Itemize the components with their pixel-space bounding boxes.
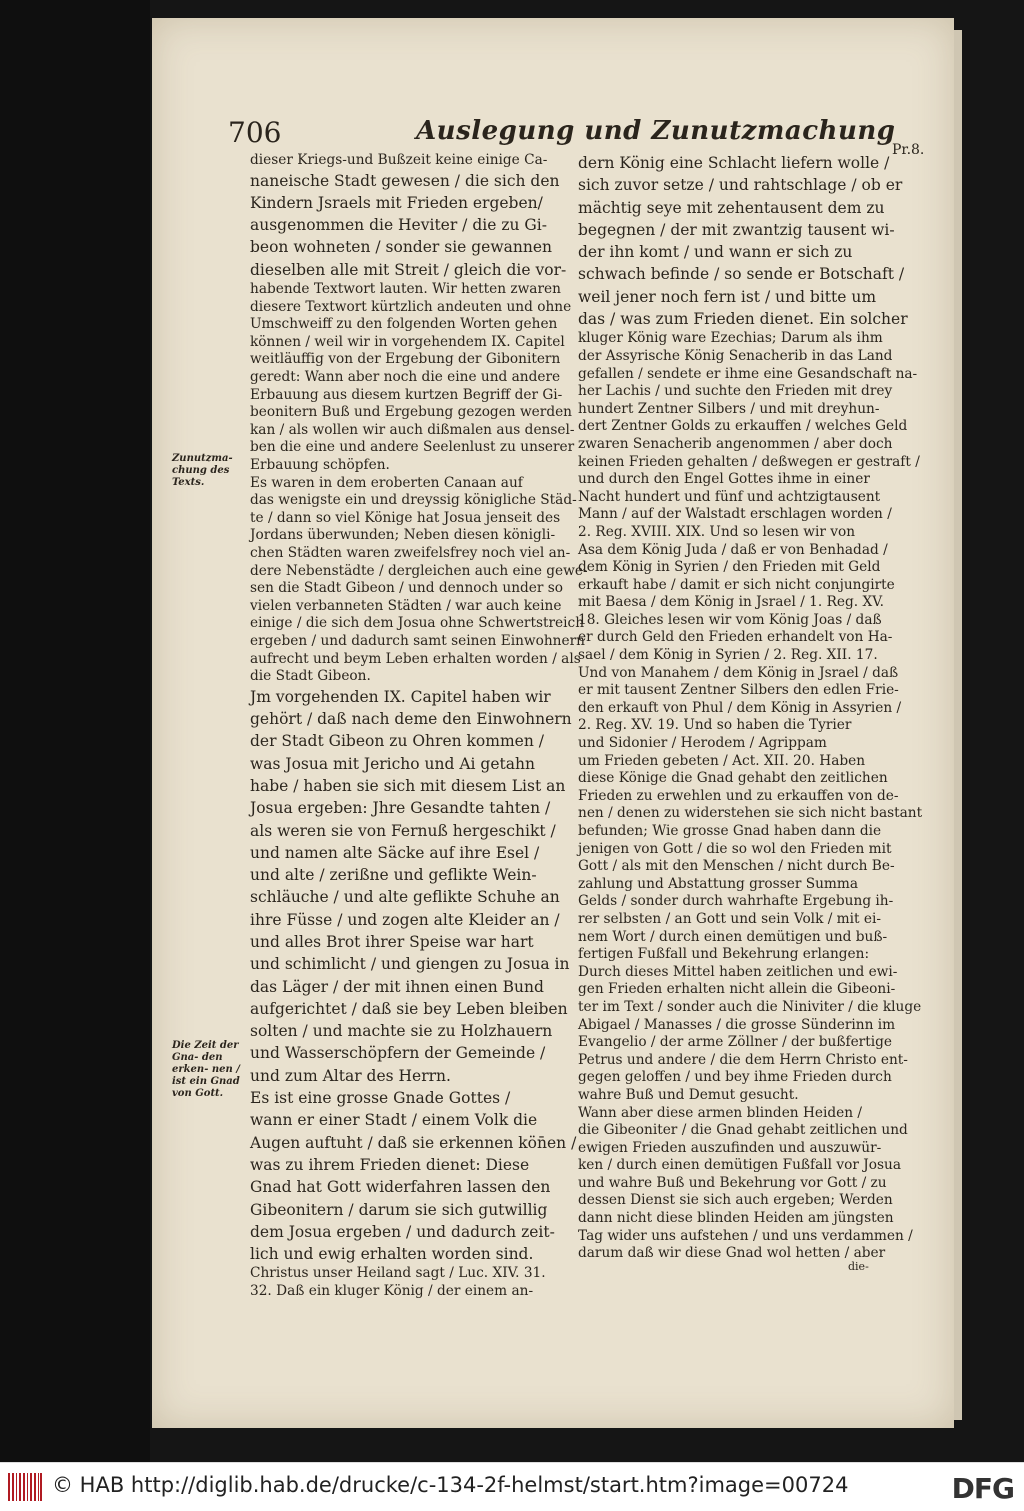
text-line: gen Frieden erhalten nicht allein die Gibeoni- <box>578 981 896 998</box>
text-line: schwach befinde / so sende er Botschaft / <box>578 265 905 284</box>
text-line: Josua ergeben: Jhre Gesandte tahten / <box>250 799 551 818</box>
text-line: weil jener noch fern ist / und bitte um <box>578 287 877 306</box>
text-line: und zum Altar des Herrn. <box>250 1066 451 1085</box>
dfg-logo: DFG <box>951 1472 1014 1505</box>
text-line: begegnen / der mit zwantzig tausent wi- <box>578 220 895 239</box>
text-line: keinen Frieden gehalten / deßwegen er gestraft / <box>578 453 920 470</box>
text-line: ausgenommen die Heviter / die zu Gi- <box>250 216 547 235</box>
text-line: beon wohneten / sonder sie gewannen <box>250 238 552 257</box>
text-line: erkauft habe / damit er sich nicht conjungirte <box>578 576 895 593</box>
text-line: hundert Zentner Silbers / und mit dreyhun- <box>578 400 880 417</box>
text-line: Tag wider uns aufstehen / und uns verdammen / <box>578 1227 913 1244</box>
text-line: vielen verbanneten Städten / war auch keine <box>250 597 562 614</box>
text-line: zahlung und Abstattung grosser Summa <box>578 875 859 892</box>
text-line: um Frieden gebeten / Act. XII. 20. Haben <box>578 752 866 769</box>
text-line: Petrus und andere / die dem Herrn Christo ent- <box>578 1051 908 1068</box>
text-line: wann er einer Stadt / einem Volk die <box>250 1111 538 1130</box>
text-line: Es ist eine grosse Gnade Gottes / <box>250 1089 511 1108</box>
page-edge <box>954 30 962 1420</box>
text-line: chen Städten waren zweifelsfrey noch viel an- <box>250 544 571 561</box>
text-line: mächtig seye mit zehentausent dem zu <box>578 198 885 217</box>
text-line: ben die eine und andere Seelenlust zu unserer <box>250 439 575 456</box>
text-line: Gott / als mit den Menschen / nicht durch Be- <box>578 858 895 875</box>
text-line: aufrecht und beym Leben erhalten worden / als <box>250 650 581 667</box>
text-line: und durch den Engel Gottes ihme in einer <box>578 471 870 488</box>
page-header <box>228 112 948 158</box>
text-line: dert Zentner Golds zu erkauffen / welches Geld <box>578 418 908 435</box>
text-line: ewigen Frieden auszufinden und auszuwür- <box>578 1139 882 1156</box>
text-line: gehört / daß nach deme den Einwohnern <box>250 710 572 729</box>
text-line: dieser Kriegs-und Bußzeit keine einige Ca- <box>250 152 548 168</box>
hab-barcode-logo-icon <box>8 1473 42 1501</box>
text-line: Mann / auf der Walstadt erschlagen worden / <box>578 506 892 523</box>
text-line: dern König eine Schlacht liefern wolle / <box>578 154 890 172</box>
text-line: dann nicht diese blinden Heiden am jüngsten <box>578 1210 894 1227</box>
text-line: Evangelio / der arme Zöllner / der bußfertige <box>578 1034 892 1051</box>
page-number: 706 <box>228 116 282 149</box>
text-line: kan / als wollen wir auch dißmalen aus densel- <box>250 421 575 438</box>
text-line: und Wasserschöpfern der Gemeinde / <box>250 1044 546 1063</box>
text-line: er mit tausent Zentner Silbers den edlen Frie- <box>578 682 899 699</box>
text-line: Nacht hundert und fünf und achtzigtausent <box>578 488 881 505</box>
text-line: 18. Gleiches lesen wir vom König Joas / daß <box>578 611 882 628</box>
margin-note: Zunutzma- chung des Texts. <box>172 453 233 488</box>
running-title: Auslegung und Zunutzmachung <box>416 116 896 146</box>
text-line: 32. Daß ein kluger König / der einem an- <box>250 1283 534 1300</box>
text-line: schläuche / und alte geflikte Schuhe an <box>250 888 560 907</box>
text-line: naneische Stadt gewesen / die sich den <box>250 171 560 190</box>
text-line: darum daß wir diese Gnad wol hetten / aber <box>578 1245 886 1262</box>
text-line: habende Textwort lauten. Wir hetten zwaren <box>250 281 561 298</box>
text-line: Augen auftuht / daß sie erkennen kön̄en / <box>250 1133 577 1152</box>
text-line: 2. Reg. XVIII. XIX. Und so lesen wir von <box>578 523 856 540</box>
text-line: aufgerichtet / daß sie bey Leben bleiben <box>250 999 568 1018</box>
text-line: Asa dem König Juda / daß er von Benhadad / <box>578 541 888 558</box>
text-line: Gelds / sonder durch wahrhafte Ergebung ih- <box>578 893 894 910</box>
text-line: beonitern Buß und Ergebung gezogen werden <box>250 404 572 421</box>
text-line: und Sidonier / Herodem / Agrippam <box>578 735 827 752</box>
text-line: der Stadt Gibeon zu Ohren kommen / <box>250 732 544 751</box>
text-line: dessen Dienst sie sich auch ergeben; Werden <box>578 1192 893 1209</box>
text-line: mit Baesa / dem König in Jsrael / 1. Reg. XV. <box>578 594 885 611</box>
text-line: Erbauung schöpfen. <box>250 457 390 474</box>
text-line: te / dann so viel Könige hat Josua jenseit des <box>250 509 561 526</box>
text-line: Kindern Jsraels mit Frieden ergeben/ <box>250 193 543 212</box>
text-line: das / was zum Frieden dienet. Ein solcher <box>578 310 908 329</box>
text-line: das Läger / der mit ihnen einen Bund <box>250 977 544 996</box>
text-line: 2. Reg. XV. 19. Und so haben die Tyrier <box>578 717 852 734</box>
text-line: gefallen / sendete er ihme eine Gesandschaft na- <box>578 365 918 382</box>
text-line: ihre Füsse / und zogen alte Kleider an / <box>250 910 560 929</box>
text-line: die Stadt Gibeon. <box>250 668 371 685</box>
left-text-column <box>250 152 588 1301</box>
text-line: ken / durch einen demütigen Fußfall vor Josua <box>578 1157 901 1174</box>
scan-left-shadow <box>0 0 150 1462</box>
text-line: er durch Geld den Frieden erhandelt von Ha- <box>578 629 893 646</box>
text-line: und schimlicht / und giengen zu Josua in <box>250 955 570 974</box>
text-line: und alles Brot ihrer Speise war hart <box>250 933 534 951</box>
text-line: als weren sie von Fernuß hergeschikt / <box>250 821 556 840</box>
text-line: dem Josua ergeben / und dadurch zeit- <box>250 1222 555 1241</box>
text-line: Christus unser Heiland sagt / Luc. XIV. 31. <box>250 1265 546 1282</box>
text-line: und alte / zerißne und geflikte Wein- <box>250 866 537 885</box>
text-line: die Gibeoniter / die Gnad gehabt zeitlichen und <box>578 1122 908 1139</box>
text-line: Umschweiff zu den folgenden Worten gehen <box>250 316 558 333</box>
text-line: sael / dem König in Syrien / 2. Reg. XII. 17. <box>578 647 878 664</box>
text-line: her Lachis / und suchte den Frieden mit drey <box>578 383 893 400</box>
chapter-reference: Pr.8. <box>892 142 925 158</box>
text-line: zwaren Senacherib angenommen / aber doch <box>578 435 893 452</box>
text-line: der ihn komt / und wann er sich zu <box>578 243 853 262</box>
text-line: was Josua mit Jericho und Ai getahn <box>250 754 535 773</box>
text-line: sen die Stadt Gibeon / und dennoch under so <box>250 580 564 597</box>
text-line: Frieden zu erwehlen und zu erkauffen von de- <box>578 787 899 804</box>
text-line: Durch dieses Mittel haben zeitlichen und ewi- <box>578 963 898 980</box>
text-line: Erbauung aus diesem kurtzen Begriff der Gi- <box>250 386 563 403</box>
text-line: das wenigste ein und dreyssig königliche Städ- <box>250 492 577 509</box>
text-line: fertigen Fußfall und Bekehrung erlangen: <box>578 946 870 963</box>
text-line: dieselben alle mit Streit / gleich die vor- <box>250 260 567 279</box>
text-line: nem Wort / durch einen demütigen und buß- <box>578 928 888 945</box>
text-line: wahre Buß und Demut gesucht. <box>578 1086 799 1103</box>
text-line: der Assyrische König Senacherib in das Land <box>578 347 893 364</box>
source-url[interactable]: © HAB http://diglib.hab.de/drucke/c-134-2f-helmst/start.htm?image=00724 <box>52 1473 849 1497</box>
text-line: kluger König ware Ezechias; Darum als ihm <box>578 330 883 347</box>
text-line: ergeben / und dadurch samt seinen Einwohnern <box>250 632 585 649</box>
text-line: Und von Manahem / dem König in Jsrael / daß <box>578 664 899 681</box>
text-line: Wann aber diese armen blinden Heiden / <box>578 1104 863 1121</box>
text-line: nen / denen zu widerstehen sie sich nicht bastant <box>578 805 923 822</box>
text-line: dem König in Syrien / den Frieden mit Geld <box>578 559 881 576</box>
text-line: weitläuffig von der Ergebung der Gibonitern <box>250 351 561 368</box>
text-line: jenigen von Gott / die so wol den Frieden mit <box>578 840 892 857</box>
text-line: und namen alte Säcke auf ihre Esel / <box>250 843 540 862</box>
viewer-footer <box>0 1462 1024 1511</box>
text-line: rer selbsten / an Gott und sein Volk / mit ei- <box>578 910 881 927</box>
text-line: Abigael / Manasses / die grosse Sünderinn im <box>578 1016 896 1033</box>
text-line: können / weil wir in vorgehendem IX. Capitel <box>250 333 565 350</box>
text-line: diesere Textwort kürtzlich andeuten und ohne <box>250 298 572 315</box>
catchword: die- <box>848 1260 869 1273</box>
text-line: geredt: Wann aber noch die eine und andere <box>250 369 561 386</box>
text-line: was zu ihrem Frieden dienet: Diese <box>250 1155 530 1174</box>
text-line: befunden; Wie grosse Gnad haben dann die <box>578 823 882 839</box>
text-line: ter im Text / sonder auch die Niniviter / die kluge <box>578 998 922 1015</box>
text-line: Es waren in dem eroberten Canaan auf <box>250 474 523 491</box>
text-line: gegen geloffen / und bey ihme Frieden durch <box>578 1069 892 1086</box>
text-line: lich und ewig erhalten worden sind. <box>250 1245 534 1264</box>
text-line: den erkauft von Phul / dem König in Assyrien / <box>578 699 902 716</box>
text-line: Gnad hat Gott widerfahren lassen den <box>250 1178 551 1197</box>
text-line: Gibeonitern / darum sie sich gutwillig <box>250 1200 548 1219</box>
text-line: einige / die sich dem Josua ohne Schwertstreich <box>250 615 585 632</box>
text-line: solten / und machte sie zu Holzhauern <box>250 1022 553 1041</box>
text-line: sich zuvor setze / und rahtschlage / ob er <box>578 176 903 195</box>
right-text-column <box>578 152 923 1263</box>
text-line: und wahre Buß und Bekehrung vor Gott / zu <box>578 1174 887 1191</box>
text-line: Jordans überwunden; Neben diesen königli- <box>250 527 556 544</box>
text-line: dere Nebenstädte / dergleichen auch eine gewe- <box>250 562 588 579</box>
text-line: habe / haben sie sich mit diesem List an <box>250 776 566 795</box>
text-line: Jm vorgehenden IX. Capitel haben wir <box>250 687 551 706</box>
margin-note: Die Zeit der Gna- den erken- nen / ist ein Gnad von Gott. <box>172 1040 240 1099</box>
text-line: diese Könige die Gnad gehabt den zeitlichen <box>578 770 888 787</box>
